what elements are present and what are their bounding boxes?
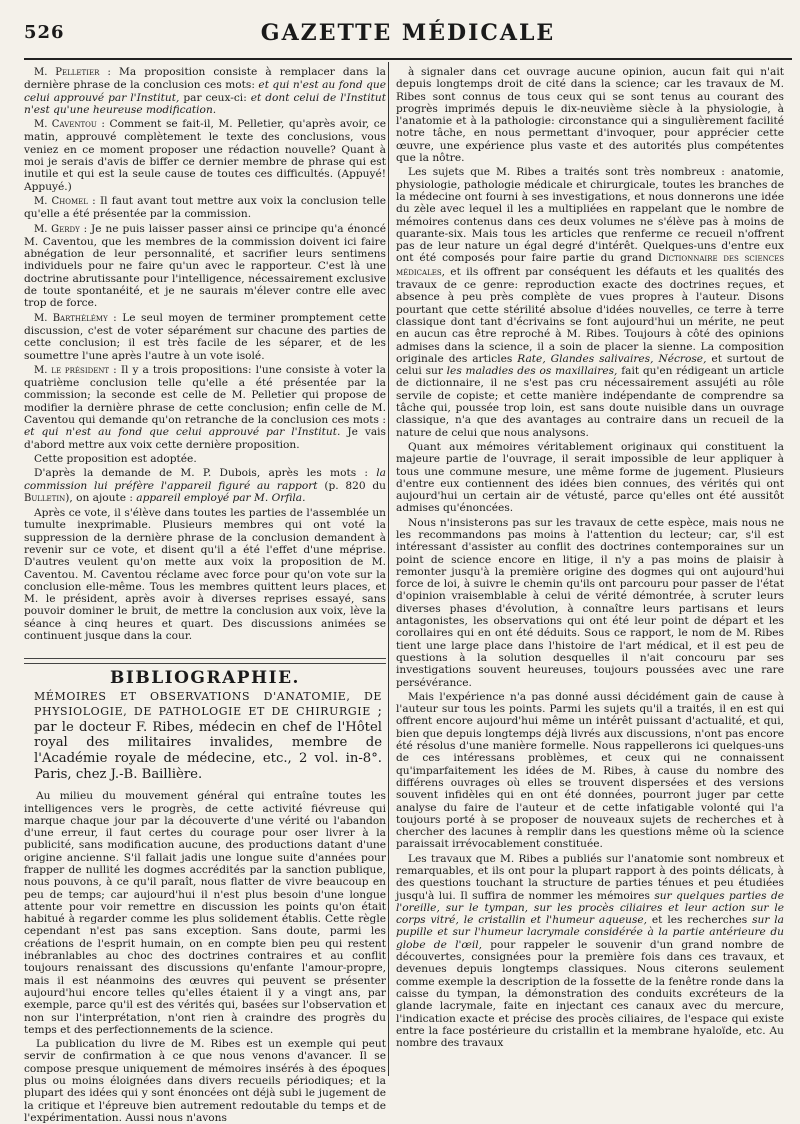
speaker-name: M. le président xyxy=(34,364,110,376)
paragraph-dubois: D'après la demande de M. P. Dubois, après les mots : la commission lui préfère l'appareil figuré au rapport (p. 820 du Bulletin), on ajoute : appareil employé par M. Orfila. xyxy=(24,467,386,504)
speaker-name: M. Chomel xyxy=(34,195,88,207)
right-column xyxy=(396,66,784,1076)
paragraph-chomel: M. Chomel : Il faut avant tout mettre aux voix la conclusion telle qu'elle a été présentée par la commission. xyxy=(24,194,386,221)
left-column xyxy=(24,66,387,1124)
review-paragraph: Nous n'insisterons pas sur les travaux de cette espèce, mais nous ne les recommandons pas moins à l'attention du lecteur; car, s'il est intéressant d'assister au conflit des doctrines contemporaines sur un point de science encore en litige, il n'y a pas moins de plaisir à remonter jusqu'à la première origine des dogmes qui ont aujourd'hui force de loi, à suivre le chemin qu'ils ont parcouru pour passer de l'état d'opinion vraisemblable à celui de vérité démontrée, à scruter leurs diverses phases d'évolution, à connaître leurs partisans et leurs antagonistes, les observations qui ont été leur point de départ et les corollaires qui en ont été déduits. Sous ce rapport, le nom de M. Ribes tient une large place dans l'histoire de l'art médical, et il est peu de questions à la solution desquelles il n'ait concouru par ses investigations souvent heureuses, toujours poussées avec une rare persévérance. xyxy=(396,516,784,689)
paragraph-adopted: Cette proposition est adoptée. xyxy=(34,452,197,465)
section-divider xyxy=(24,658,386,659)
review-paragraph: Quant aux mémoires véritablement originaux qui constituent la majeure partie de l'ouvrage, il serait impossible de leur appliquer à tous une commune mesure, une même forme de jugement. Plusieurs d'entre eux contiennent des idées bien connues, des vérités qui ont aujourd'hui un certain air de vétusté, parce qu'elles ont été aussitôt admises qu'énoncées. xyxy=(396,440,784,515)
book-title-rest: ; par le docteur F. Ribes, médecin en chef de l'Hôtel royal des militaires invalides, membre de l'Académie royale de médecine, etc., 2 vol. in-8°. Paris, chez J.-B. Baillière. xyxy=(34,704,383,782)
review-paragraph: Les travaux que M. Ribes a publiés sur l'anatomie sont nombreux et remarquables, et ils ont pour la plupart rapport à des points délicats, à des questions touchant la structure de parties ténues et peu étudiées jusqu'à lui. Il suffira de nommer les mémoires sur quelques parties de l'oreille, sur le tympan, sur les procès ciliaires et leur action sur le corps vitré, le cristallin et l'humeur aqueuse, et les recherches sur la pupille et sur l'humeur lacrymale considérée à la partie antérieure du globe de l'œil, pour rappeler le souvenir d'un grand nombre de découvertes, consignées pour la première fois dans ces travaux, et devenues depuis longtemps classiques. Nous citerons seulement comme exemple la description de la fossette de la fenêtre ronde dans la caisse du tympan, la démonstration des conduits excréteurs de la glande lacrymale, faite en injectant ces canaux avec du mercure, l'indication exacte et précise des procès ciliaires, de l'espace qui existe entre la face postérieure du cristallin et la membrane hyaloïde, etc. Au nombre des travaux xyxy=(396,852,785,1050)
journal-title: GAZETTE MÉDICALE xyxy=(260,20,556,46)
paragraph-barthelemy: M. Barthélémy : Le seul moyen de terminer promptement cette discussion, c'est de voter séparément sur chacune des parties de cette conclusion; il est très facile de les séparer, et de les soumettre l'une après l'autre à un vote isolé. xyxy=(24,311,387,362)
column-divider xyxy=(388,62,389,1076)
paragraph-caventou: M. Caventou : Comment se fait-il, M. Pelletier, qu'après avoir, ce matin, approuvé complètement le texte des conclusions, vous veniez en ce moment proposer une rédaction nouvelle? Quant à moi je serais d'avis de biffer ce dernier membre de phrase qui est inutile et qui est la seule cause de toutes ces difficultés. (Appuyé! Appuyé.) xyxy=(24,118,386,193)
book-title-caps: MÉMOIRES ET OBSERVATIONS D'ANATOMIE, DE PHYSIOLOGIE, DE PATHOLOGIE ET DE CHIRURGIE xyxy=(34,689,382,719)
section-divider xyxy=(24,663,386,664)
review-paragraph: Au milieu du mouvement général qui entraîne toutes les intelligences vers le progrès, de cette activité fiévreuse qui marque chaque jour par la découverte d'une vérité ou l'abandon d'une erreur, il faut certes du courage pour oser livrer à la publicité, sans modification aucune, des productions datant d'une origine ancienne. S'il fallait jadis une longue suite d'années pour frapper de nullité les dogmes accrédités par la sanction publique, nous pouvons, à ce qu'il paraît, nous flatter de vivre beaucoup en peu de temps; car aujourd'hui il n'est plus besoin d'une longue attente pour voir remettre en discussion les points qu'on était habitué à regarder comme les plus solidement établis. Cette règle cependant n'est pas sans exception. Sans doute, parmi les créations de l'esprit humain, on en compte bien peu qui restent inébranlables au choc des doctrines contraires et au conflit toujours renaissant des discussions qu'enfante l'amour-propre, mais il est néanmoins des œuvres qui peuvent se présenter aujourd'hui encore telles qu'elles étaient il y a vingt ans, par exemple, parce qu'il est des vérités qui, basées sur l'observation et non sur l'interprétation, n'ont rien à craindre des progrès du temps et des perfectionnements de la science. xyxy=(24,790,386,1036)
paragraph-tumult: Après ce vote, il s'élève dans toutes les parties de l'assemblée un tumulte inexprimable. Plusieurs membres qui ont voté la suppression de la dernière phrase de la conclusion demandent à revenir sur ce vote, et disent qu'il a été l'effet d'une méprise. D'autres veulent qu'on mette aux voix la proposition de M. Caventou. M. Caventou réclame avec force pour qu'on vote sur la conclusion elle-même. Tous les membres quittent leurs places, et M. le président, après avoir à diverses reprises essayé, sans pouvoir dominer le bruit, de mettre la conclusion aux voix, lève la séance à cinq heures et quart. Des discussions animées se continuent jusque dans la cour. xyxy=(24,507,386,643)
paragraph-gerdy: M. Gerdy : Je ne puis laisser passer ainsi ce principe qu'a énoncé M. Caventou, que les membres de la commission doivent ici faire abnégation de leur personnalité, et sacrifier leurs sentimens individuels pour ne faire qu'un avec le rapporteur. C'est là une doctrine abrutissante pour l'intelligence, nécessairement exclusive de toute spontanéité, et je ne saurais m'élever contre elle avec trop de force. xyxy=(24,222,386,310)
speaker-name: M. Caventou xyxy=(34,119,97,131)
paragraph-president: M. le président : Il y a trois propositions: l'une consiste à voter la quatrième conclusion telle qu'elle a été présentée par la commission; la seconde est celle de M. Pelletier qui propose de modifier la dernière phrase de cette conclusion; enfin celle de M. Caventou qui demande qu'on retranche de la conclusion ces mots : et qui n'est au fond que celui approuvé par l'Institut. Je vais d'abord mettre aux voix cette dernière proposition. xyxy=(24,363,386,451)
speaker-name: M. Gerdy xyxy=(34,223,80,235)
page-header xyxy=(24,18,792,60)
speaker-name: M. Pelletier xyxy=(34,67,100,78)
speaker-name: M. Barthélémy xyxy=(34,312,108,324)
review-body xyxy=(24,790,386,1124)
page-number: 526 xyxy=(24,22,65,43)
section-title-bibliographie: BIBLIOGRAPHIE. xyxy=(110,668,300,689)
book-title xyxy=(24,689,386,783)
paragraph-pelletier: M. Pelletier : Ma proposition consiste à remplacer dans la dernière phrase de la conclusion ces mots: et qui n'est au fond que celui approuvé par l'Institut, par ceux-ci: et dont celui de l'Institut n'est qu'une heureuse modification. xyxy=(24,66,386,116)
review-paragraph: Les sujets que M. Ribes a traités sont très nombreux : anatomie, physiologie, pathologie médicale et chirurgicale, toutes les branches de la médecine ont fourni à ses investigations, et nous donnerons une idée du zèle avec lequel il les a multipliées en rappelant que le nombre de mémoires contenus dans ces deux volumes ne s'élève pas à moins de quarante-six. Mais tous les articles que renferme ce recueil n'offrent pas de leur nature un égal degré d'intérêt. Quelques-uns d'entre eux ont été composés pour faire partie du grand Dictionnaire des sciences médicales, et ils offrent par conséquent les défauts et les qualités des travaux de ce genre: reproduction exacte des doctrines reçues, et absence à peu près complète de vues propres à l'auteur. Disons pourtant que cette stérilité absolue d'idées nouvelles, ce terre à terre classique dont tant d'écrivains se font aujourd'hui un mérite, ne peut en aucun cas être reproché à M. Ribes. Toujours à côté des opinions admises dans la science, il a soin de placer la sienne. La composition originale des articles Rate, Glandes salivaires, Nécrose, et surtout de celui sur les maladies des os maxillaires, fait qu'en rédigeant un article de dictionnaire, il ne s'est pas cru nécessairement assujéti au rôle servile de copiste; et cette manière indépendante de comprendre sa tâche qui, poussée trop loin, est sans doute nuisible dans un ouvrage classique, n'a que des avantages au contraire dans un recueil de la nature de celui que nous analysons. xyxy=(396,166,784,439)
review-paragraph: Mais l'expérience n'a pas donné aussi décidément gain de cause à l'auteur sur tous les points. Parmi les sujets qu'il a traités, il en est qui offrent encore aujourd'hui même un intérêt puissant d'actualité, et qui, bien que depuis longtemps déjà livrés aux discussions, n'ont pas encore été résolus d'une manière formelle. Nous rappellerons ici quelques-uns de ces intéressans problèmes, et ceux qui ne connaissent qu'imparfaitement les idées de M. Ribes, à cause du nombre des différens ouvrages où elles se trouvent dispersées et des versions souvent infidèles qui en ont été données, pourront juger par cette analyse du faire de l'auteur et de cette infatigable volonté qui l'a toujours porté à se proposer de nouveaux sujets de recherches et à chercher des lacunes à remplir dans les questions même où la science paraissait irrévocablement constituée. xyxy=(396,690,784,851)
review-paragraph: La publication du livre de M. Ribes est un exemple qui peut servir de confirmation à ce que nous venons d'avancer. Il se compose presque uniquement de mémoires insérés à des époques plus ou moins éloignées dans divers recueils périodiques; et la plupart des idées qui y sont énoncées ont déjà subi le jugement de la critique et l'épreuve bien autrement redoutable du temps et de l'expérimentation. Aussi nous n'avons xyxy=(24,1038,386,1124)
review-paragraph: à signaler dans cet ouvrage aucune opinion, aucun fait qui n'ait depuis longtemps droit de cité dans la science; car les travaux de M. Ribes sont connus de tous ceux qui se sont tenus au courant des progrès imprimés depuis le dix-neuvième siècle à la physiologie, à l'anatomie et à la pathologie: circonstance qui a singulièrement facilité notre tâche, en nous permettant d'invoquer, pour apprécier cette œuvre, une expérience plus vaste et des autorités plus compétentes que la nôtre. xyxy=(396,66,784,165)
